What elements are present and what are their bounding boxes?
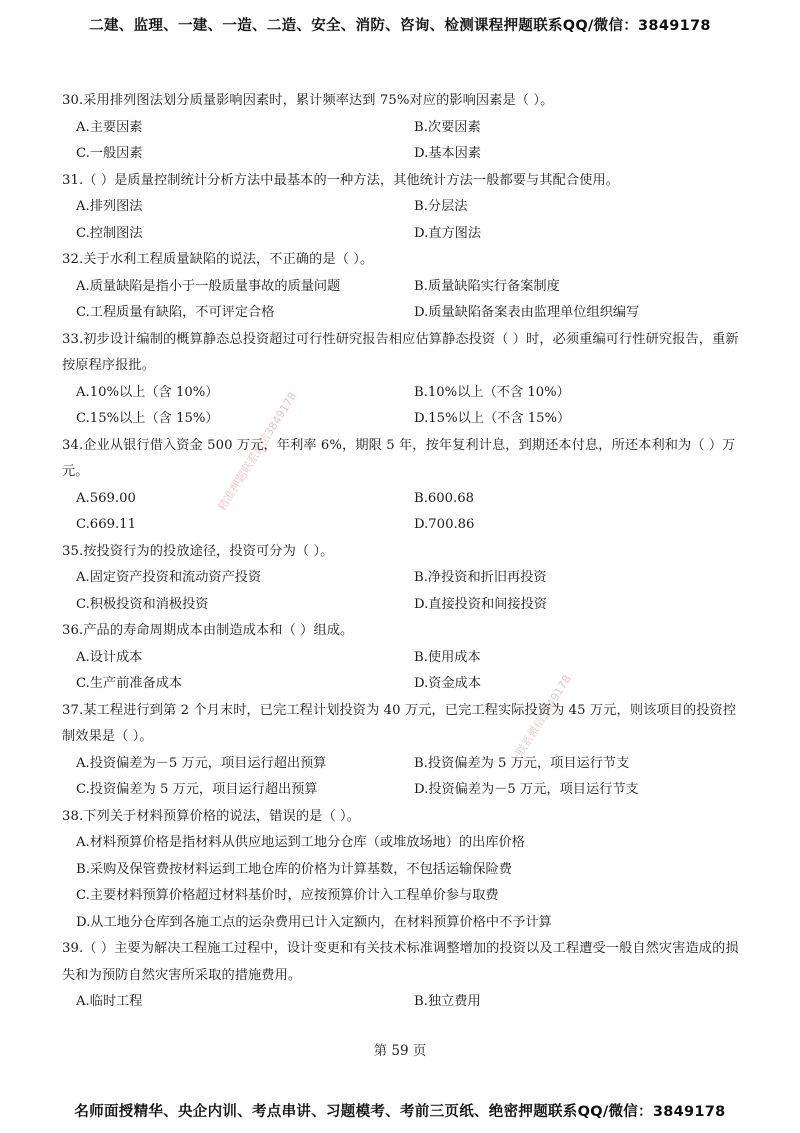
- watermark: 精准押题联系微信3849178: [215, 389, 300, 513]
- question-30: [62, 88, 742, 168]
- question-stem: 30.采用排列图法划分质量影响因素时，累计频率达到 75%对应的影响因素是（ ）。: [62, 93, 554, 108]
- question-39: [62, 936, 742, 1016]
- option-a: A.投资偏差为－5 万元，项目运行超出预算: [76, 755, 327, 771]
- question-stem: 33.初步设计编制的概算静态总投资超过可行性研究报告相应估算静态投资（ ）时，必须重编可行性研究报告，重新按原程序报批。: [62, 331, 739, 373]
- option-b: B.投资偏差为 5 万元，项目运行节支: [414, 755, 630, 771]
- option-c: C.生产前准备成本: [76, 676, 183, 691]
- option-b: B.净投资和折旧再投资: [414, 570, 547, 585]
- option-a: A.材料预算价格是指材料从供应地运到工地分仓库（或堆放场地）的出库价格: [76, 835, 525, 850]
- question-38: [62, 804, 742, 937]
- option-a: A.设计成本: [76, 649, 143, 665]
- option-b: B.600.68: [414, 490, 475, 506]
- option-c: C.工程质量有缺陷，不可评定合格: [76, 305, 275, 320]
- option-a: A.排列图法: [76, 199, 143, 214]
- option-list: [62, 989, 742, 1016]
- question-stem: 38.下列关于材料预算价格的说法，错误的是（ ）。: [62, 808, 360, 824]
- question-stem: 37.某工程进行到第 2 个月末时，已完工程计划投资为 40 万元，已完工程实际投资为 45 万元，则该项目的投资控制效果是（ ）。: [62, 702, 737, 744]
- option-d: D.15%以上（不含 15%）: [414, 411, 571, 426]
- option-c: C.投资偏差为 5 万元，项目运行超出预算: [76, 782, 318, 797]
- question-37: [62, 698, 742, 804]
- option-b: B.采购及保管费按材料运到工地仓库的价格为计算基数，不包括运输保险费: [76, 861, 512, 877]
- option-a: A.固定资产投资和流动资产投资: [76, 570, 262, 585]
- question-stem: 36.产品的寿命周期成本由制造成本和（ ）组成。: [62, 623, 354, 638]
- option-b: B.分层法: [414, 199, 468, 214]
- option-c: C.积极投资和消极投资: [76, 596, 209, 612]
- question-36: [62, 618, 742, 698]
- option-c: C.主要材料预算价格超过材料基价时，应按预算价计入工程单价参与取费: [76, 888, 499, 903]
- question-stem: 39.（ ）主要为解决工程施工过程中，设计变更和有关技术标准调整增加的投资以及工程遭受一般自然灾害造成的损失和为预防自然灾害所采取的措施费用。: [62, 941, 739, 983]
- option-a: A.质量缺陷是指小于一般质量事故的质量问题: [76, 278, 341, 294]
- option-d: D.质量缺陷备案表由监理单位组织编写: [414, 305, 640, 320]
- option-a: A.临时工程: [76, 994, 143, 1009]
- question-list: [62, 88, 742, 1016]
- question-35: [62, 539, 742, 619]
- question-34: [62, 433, 742, 539]
- option-d: D.投资偏差为－5 万元，项目运行节支: [414, 782, 639, 797]
- option-c: C.669.11: [76, 517, 136, 532]
- question-stem: 35.按投资行为的投放途径，投资可分为（ ）。: [62, 543, 334, 559]
- question-32: [62, 247, 742, 327]
- option-d: D.资金成本: [414, 676, 482, 691]
- option-d: D.从工地分仓库到各施工点的运杂费用已计入定额内，在材料预算价格中不予计算: [76, 914, 552, 930]
- option-a: A.主要因素: [76, 119, 143, 135]
- question-stem: 32.关于水利工程质量缺陷的说法，不正确的是（ ）。: [62, 252, 374, 267]
- option-a: A.569.00: [76, 490, 136, 506]
- option-list: [62, 751, 742, 804]
- option-list: [62, 380, 742, 433]
- option-list: [62, 194, 742, 247]
- option-b: B.独立费用: [414, 994, 481, 1009]
- question-33: [62, 327, 742, 433]
- page-footer: 名师面授精华、央企内训、考点串讲、习题模考、考前三页纸、绝密押题联系QQ/微信：3849178: [74, 1104, 726, 1120]
- option-list: [62, 565, 742, 618]
- page-number: 第 59 页: [373, 1043, 427, 1059]
- option-c: C.一般因素: [76, 146, 143, 161]
- question-stem: 34.企业从银行借入资金 500 万元，年利率 6%，期限 5 年，按年复利计息，到期还本付息，所还本利和为（ ）万元。: [62, 437, 736, 479]
- option-b: B.使用成本: [414, 649, 481, 665]
- option-c: C.控制图法: [76, 225, 143, 241]
- question-stem: 31.（ ）是质量控制统计分析方法中最基本的一种方法，其他统计方法一般都要与其配合使用。: [62, 172, 620, 188]
- option-list: [62, 115, 742, 168]
- question-31: [62, 168, 742, 248]
- option-list: [62, 645, 742, 698]
- option-a: A.10%以上（含 10%）: [76, 384, 219, 400]
- option-b: B.次要因素: [414, 119, 481, 135]
- option-b: B.10%以上（不含 10%）: [414, 384, 570, 400]
- page-header: 二建、监理、一建、一造、二造、安全、消防、咨询、检测课程押题联系QQ/微信：3849178: [89, 18, 711, 34]
- option-d: D.700.86: [414, 517, 475, 532]
- option-list: [62, 274, 742, 327]
- option-list: [62, 486, 742, 539]
- option-c: C.15%以上（含 15%）: [76, 411, 219, 426]
- option-b: B.质量缺陷实行备案制度: [414, 278, 560, 294]
- option-d: D.直接投资和间接投资: [414, 596, 547, 612]
- watermark: 一联系微信3849178: [507, 672, 574, 768]
- option-d: D.直方图法: [414, 225, 482, 241]
- option-list: [62, 830, 742, 936]
- option-d: D.基本因素: [414, 146, 482, 161]
